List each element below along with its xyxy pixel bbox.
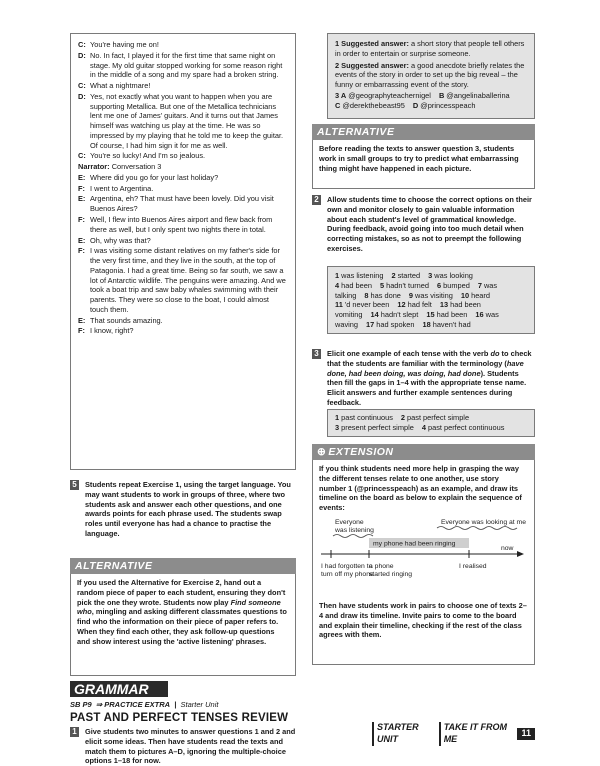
script-line [78,236,289,246]
timeline-diagram [319,514,529,598]
answer-item: 5 hadn't turned [379,280,429,290]
answer-item: 9 was visiting [408,290,453,300]
line-text: I went to Argentina. [90,183,154,193]
answer-item: 2 started [391,271,421,280]
line-text: I was visiting some distant relatives on my father's side for the very first time, and they live in the south, at the top of Patagonia. I had a great time. Being so far south, we saw a lot of Antarctic wildlife. The penguins were amazing. And we took a boat trip and saw baby whales swimming with their parents. They were so close to the boat, I could almost touch them. [90,246,286,314]
tl-everyone-looking: Everyone was looking at me [441,519,527,526]
step-1: 1 Give students two minutes to answer questions 1 and 2 and elicit some ideas. Then have students read the texts and match them to pictures A–D, ignoring the multiple-choice options 1–18 for now. [70,727,296,766]
answer-item: 14 hadn't slept [370,310,419,320]
grammar-label: GRAMMAR [70,681,168,697]
line-text: Yes, not exactly what you want to happen when you are supporting Metallica. But one of the Metallica technicians lent me one of James' guitars. And it turns out that James himself was watching us play at the time. He was so impressed by my playing that he told me to keep the guitar. Of course, I had him sign it for me as well. [90,91,284,150]
footer-bar [372,722,535,744]
answer-item: 4 past perfect continuous [421,422,505,432]
svg-text:turn off my phone: turn off my phone [321,571,374,578]
alternative-title: ALTERNATIVE [70,558,296,574]
answers-box-1: 1 Suggested answer: a short story that people tell others in order to entertain or surprise someone. 2 Suggested answer: a good anecdote briefly relates the events of the story in order to set up the big reveal – the funny or embarrassing event of the story. 3 A @geographyteachernigel B @angelinaballerina C @derekthebeast95 D @princesspeach [327,33,535,119]
answer-item: 16 was [475,310,499,320]
answer-row [335,423,527,433]
script-line [78,184,289,194]
step-5 [70,480,296,539]
answer-row [335,320,527,330]
answer-item: vomiting [335,310,363,320]
line-text: Well, I flew into Buenos Aires airport and flew back from there as well, but I only spent two nights there in total. [90,215,273,234]
script-line [78,326,289,336]
answer-item: 6 bumped [437,280,470,290]
alternative-text: Before reading the texts to answer question 3, students work in small groups to try to predict what embarrassing thing might have happened in each picture. [319,144,519,173]
narrator-line: Narrator: Conversation 3 [78,162,162,172]
answer-item: 8 has done [364,290,401,300]
footer-unit: STARTER UNIT [372,722,433,746]
svg-text:my phone had been ringing: my phone had been ringing [373,540,456,548]
line-text: What a nightmare! [90,81,151,91]
answer-item: 2 past perfect simple [400,413,470,422]
tl-everyone-listening: Everyone [335,519,364,526]
line-text: I know, right? [90,326,134,336]
answer-item: 7 was [477,280,498,290]
answer-item: C @derekthebeast95 [335,100,405,110]
answers-box-3 [327,409,535,437]
alternative-title: ALTERNATIVE [312,124,535,140]
answer-item: B @angelinaballerina [438,90,510,100]
tl-wave-2 [437,527,517,530]
answer-row [335,291,527,301]
section-heading: PAST AND PERFECT TENSES REVIEW [70,712,289,724]
step-3: 3 Elicit one example of each tense with the verb do to check that the students are familiar with the terminology (have done, had been doing, was doing, had done). Students then fill the gaps in 1–4 with the appropriate tense name. Elicit answers and further example sentences during feedback. [312,349,535,408]
script-line [78,215,289,235]
speaker-label: F: [78,183,85,193]
speaker-label: C: [78,151,86,161]
tl-arrowhead [517,551,524,557]
speaker-label: C: [78,81,86,91]
answer-row [335,310,527,320]
script-line [78,316,289,326]
svg-text:was listening: was listening [335,527,374,534]
answer-item: 10 heard [460,290,490,300]
extension-title: ⊕ EXTENSION [312,444,535,460]
footer-title: TAKE IT FROM ME [439,722,512,746]
script-line [78,194,289,214]
script-line [78,246,289,314]
extension-after-text: Then have students work in pairs to choose one of texts 2–4 and draw its timeline. Invite pairs to come to the board and explain their timeline, checking if the rest of the class agrees with them. [319,601,527,640]
alternative-box-left [70,558,296,676]
script-line [78,40,289,50]
answer-item: D @princesspeach [412,100,476,110]
extension-box [312,444,535,665]
line-text: No. In fact, I played it for the first time that same night on stage. My old guitar stopped working for some reason right in the middle of a song and my spare had a broken string. [90,50,283,80]
answer-item: 13 had been [439,300,481,310]
answer-item: 3 was looking [428,271,473,280]
speaker-label: D: [78,50,86,60]
answers-box-2 [327,266,535,334]
answer-item: 3 present perfect simple [335,422,414,432]
tl-wave-1 [333,535,373,538]
step-number: 5 [70,480,79,490]
script-line [78,81,289,91]
line-text: You're so lucky! And I'm so jealous. [90,151,206,161]
step-text: Students repeat Exercise 1, using the target language. You may want students to work in groups of three, where two students ask and answer each other questions, and one awards points for each phrase used. The students swap roles until everyone has had a chance to practise the language. [85,480,291,538]
answer-item: 11 'd never been [335,300,390,310]
speaker-label: E: [78,194,86,204]
line-text: That sounds amazing. [90,315,163,325]
answer-item: waving [335,319,359,329]
speaker-label: E: [78,172,86,182]
script-line [78,51,289,80]
script-line [78,151,289,161]
page-number: 11 [517,728,535,740]
tl-realised: I realised [459,563,487,570]
extension-text: If you think students need more help in grasping the way the different tenses relate to one another, use story number 1 (@princesspeach) as an example, and draw its timeline on the board as below to explain the sequence of events: [319,464,522,513]
speaker-label: E: [78,315,86,325]
script-line [78,173,289,183]
speaker-label: D: [78,91,86,101]
step-2: 2 Allow students time to choose the correct options on their own and monitor closely to gain valuable information about each student's level of grammatical knowledge. During feedback, avoid going into too much detail when correcting mistakes, so as not to preempt the following exercises. [312,195,535,254]
arrow-icon: ⇒ [95,700,103,709]
grammar-reference: SB P9 ⇒ PRACTICE EXTRA | Starter Unit [70,700,219,709]
answer-row [335,281,527,291]
script-line [78,92,289,151]
answer-item: 4 had been [335,280,372,290]
answer-item: 17 had spoken [366,319,415,329]
line-text: Argentina, eh? That must have been lovely. Did you visit Buenos Aires? [90,194,274,214]
tl-phone-started: a phone [369,563,394,570]
line-text: You're having me on! [90,40,159,49]
tl-forgotten: I had forgotten to [321,563,373,570]
svg-text:started ringing: started ringing [369,571,413,578]
answer-row [335,300,527,310]
answer-row [335,271,527,281]
alternative-text: If you used the Alternative for Exercise 2, hand out a random piece of paper to each student, ensuring they don't pick the one they wrote. Students now play Find someone who, mingling and asking different classmates questions to find who the information on their piece of paper refers to. When they find each other, they ask follow-up questions and show interest using the 'active listening' phrases. [77,578,287,646]
answer-item: 1 was listening [335,271,384,280]
answer-item: talking [335,290,357,300]
speaker-label: E: [78,235,86,245]
svg-text:now: now [501,545,514,552]
speaker-label: F: [78,215,85,225]
speaker-label: F: [78,246,85,256]
audio-script-box [70,33,296,470]
answer-item: 1 past continuous [335,413,393,422]
answer-item: 12 had felt [397,300,432,310]
alternative-box-right [312,124,535,189]
answer-item: 18 haven't had [422,319,471,329]
line-text: Where did you go for your last holiday? [90,172,219,182]
line-text: Oh, why was that? [90,235,151,245]
answer-item: 3 A @geographyteachernigel [335,90,431,100]
speaker-label: C: [78,40,86,49]
speaker-label: F: [78,326,85,336]
answer-row [335,413,527,423]
answer-item: 15 had been [426,310,468,320]
plus-circle-icon: ⊕ [317,446,327,458]
